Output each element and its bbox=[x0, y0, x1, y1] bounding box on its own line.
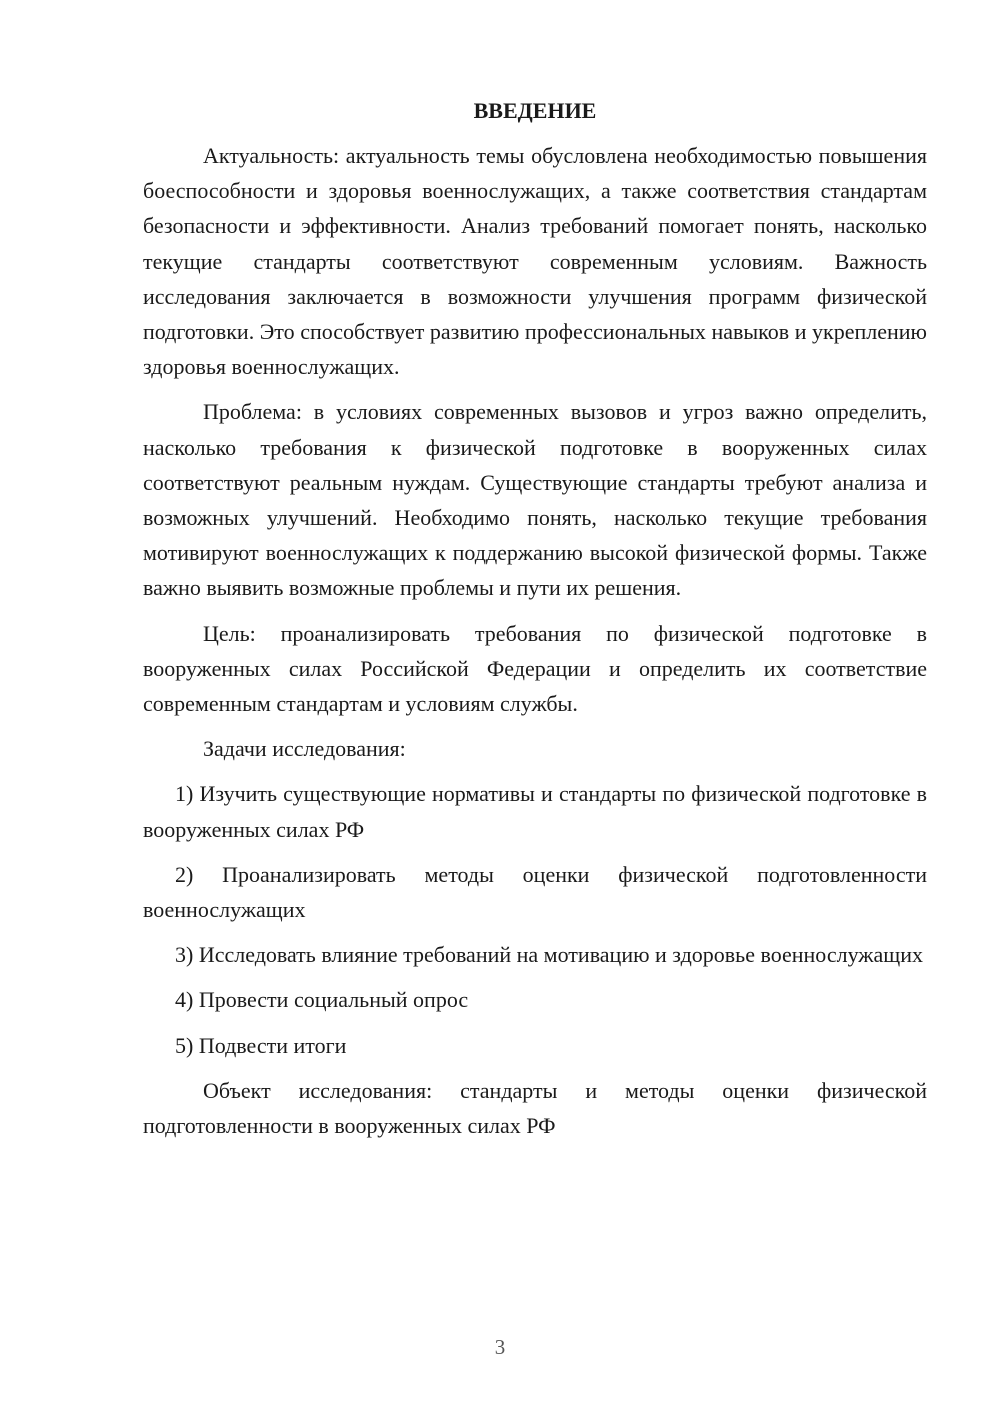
task-item-2: 2) Проанализировать методы оценки физической подготовленности военнослужащих bbox=[143, 861, 927, 923]
task-item-4: 4) Провести социальный опрос bbox=[175, 987, 469, 1013]
paragraph-goal: Цель: проанализировать требования по физической подготовке в вооруженных силах Российской Федерации и определить их соответствие современным стандартам и условиям службы. bbox=[143, 620, 927, 717]
section-title: ВВЕДЕНИЕ bbox=[473, 98, 597, 123]
task-item-5: 5) Подвести итоги bbox=[175, 1032, 347, 1058]
page-content bbox=[143, 93, 927, 1153]
paragraph-relevance: Актуальность: актуальность темы обусловлена необходимостью повышения боеспособности и здоровья военнослужащих, а также соответствия стандартам безопасности и эффективности. Анализ требований помогает понять, насколько текущие стандарты соответствуют современным условиям. Важность исследования заключается в возможности улучшения программ физической подготовки. Это способствует развитию профессиональных навыков и укреплению здоровья военнослужащих. bbox=[143, 143, 927, 380]
page-number: 3 bbox=[494, 1335, 506, 1359]
tasks-heading: Задачи исследования: bbox=[203, 736, 406, 762]
paragraph-problem: Проблема: в условиях современных вызовов и угроз важно определить, насколько требования к физической подготовке в вооруженных силах соответствуют реальным нуждам. Существующие стандарты требуют анализа и возможных улучшений. Необходимо понять, насколько текущие требования мотивируют военнослужащих к поддержанию высокой физической формы. Также важно выявить возможные проблемы и пути их решения. bbox=[143, 399, 927, 601]
task-item-3: 3) Исследовать влияние требований на мотивацию и здоровье военнослужащих bbox=[175, 942, 923, 968]
task-item-1: 1) Изучить существующие нормативы и стандарты по физической подготовке в вооруженных силах РФ bbox=[143, 781, 927, 842]
paragraph-object: Объект исследования: стандарты и методы оценки физической подготовленности в вооруженных силах РФ bbox=[143, 1077, 927, 1139]
